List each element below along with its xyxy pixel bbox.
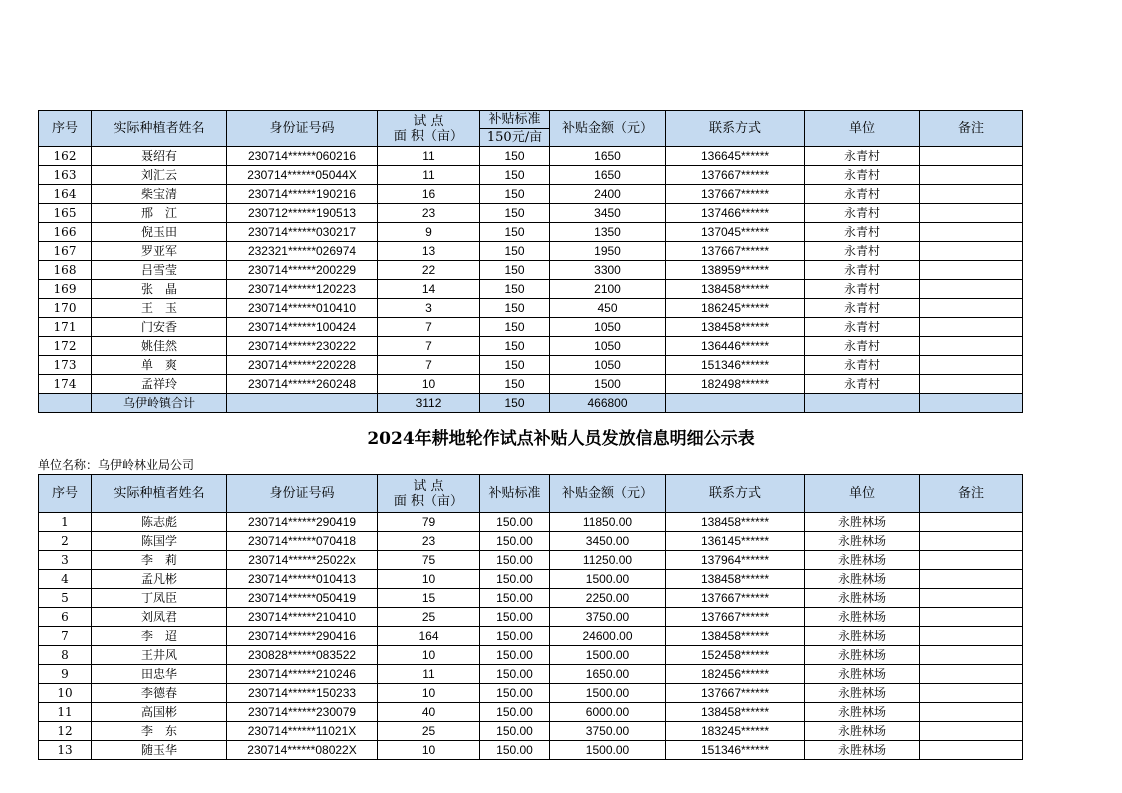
cell-name: 孟凡彬 [92,570,227,589]
cell-unit: 永青村 [805,375,920,394]
cell-phone: 186245****** [666,299,805,318]
cell-unit: 永胜林场 [805,551,920,570]
cell-amount: 1050 [550,318,666,337]
cell-name: 柴宝清 [92,185,227,204]
cell-unit: 永胜林场 [805,608,920,627]
cell-phone: 137466****** [666,204,805,223]
table-row [39,318,1023,337]
cell-seq: 173 [39,356,92,375]
cell-phone: 138458****** [666,703,805,722]
cell-phone: 151346****** [666,741,805,760]
cell-standard: 150.00 [480,570,550,589]
table-row [39,532,1023,551]
page-title: 2024年耕地轮作试点补贴人员发放信息明细公示表 [367,429,755,449]
cell-id: 230714******25022x [227,551,378,570]
cell-unit: 永青村 [805,147,920,166]
cell-unit: 永青村 [805,280,920,299]
cell-note [920,394,1023,413]
cell-unit: 永胜林场 [805,722,920,741]
cell-area: 9 [378,223,480,242]
cell-amount: 466800 [550,394,666,413]
cell-unit: 永青村 [805,261,920,280]
cell-seq: 166 [39,223,92,242]
table-row [39,722,1023,741]
cell-name: 乌伊岭镇合计 [92,394,227,413]
cell-note [920,242,1023,261]
cell-id: 230828******083522 [227,646,378,665]
header-amount: 补贴金额（元） [550,111,666,147]
cell-area: 25 [378,608,480,627]
cell-id: 230714******060216 [227,147,378,166]
unit-name-label: 单位名称：乌伊岭林业局公司 [38,458,195,472]
cell-id: 232321******026974 [227,242,378,261]
header-note: 备注 [920,111,1023,147]
cell-seq: 9 [39,665,92,684]
cell-phone: 136645****** [666,147,805,166]
header-area-line2: 面 积（亩） [393,493,464,509]
cell-seq: 169 [39,280,92,299]
cell-area: 13 [378,242,480,261]
cell-note [920,532,1023,551]
table-row [39,261,1023,280]
cell-phone: 137667****** [666,589,805,608]
cell-unit: 永青村 [805,223,920,242]
table-row [39,684,1023,703]
cell-area: 11 [378,665,480,684]
cell-seq: 4 [39,570,92,589]
table-row [39,703,1023,722]
cell-unit: 永胜林场 [805,627,920,646]
cell-area: 23 [378,204,480,223]
cell-phone: 137964****** [666,551,805,570]
cell-area: 14 [378,280,480,299]
cell-standard: 150.00 [480,513,550,532]
header-seq: 序号 [39,475,92,513]
cell-area: 3 [378,299,480,318]
total-row [39,394,1023,413]
cell-name: 李 莉 [92,551,227,570]
cell-phone: 182498****** [666,375,805,394]
cell-unit: 永青村 [805,356,920,375]
cell-area: 25 [378,722,480,741]
cell-standard: 150.00 [480,722,550,741]
cell-phone: 182456****** [666,665,805,684]
header-standard: 补贴标准 [480,475,550,513]
cell-name: 李 迢 [92,627,227,646]
cell-phone: 137667****** [666,166,805,185]
table-row [39,551,1023,570]
cell-phone: 183245****** [666,722,805,741]
cell-phone: 138458****** [666,570,805,589]
header-name: 实际种植者姓名 [92,111,227,147]
cell-name: 王井风 [92,646,227,665]
header-area [378,111,480,147]
cell-note [920,665,1023,684]
header-seq: 序号 [39,111,92,147]
table-row [39,185,1023,204]
table1-body [39,147,1023,413]
cell-amount: 24600.00 [550,627,666,646]
cell-amount: 1050 [550,337,666,356]
cell-note [920,551,1023,570]
cell-phone [666,394,805,413]
cell-amount: 1500.00 [550,570,666,589]
cell-amount: 11250.00 [550,551,666,570]
cell-id: 230714******290419 [227,513,378,532]
table-row [39,627,1023,646]
cell-amount: 1500.00 [550,741,666,760]
cell-seq [39,394,92,413]
cell-note [920,261,1023,280]
table-row [39,356,1023,375]
cell-name: 孟祥玲 [92,375,227,394]
cell-phone: 138458****** [666,280,805,299]
cell-phone: 152458****** [666,646,805,665]
cell-amount: 1350 [550,223,666,242]
cell-id: 230714******030217 [227,223,378,242]
header-contact: 联系方式 [666,475,805,513]
cell-amount: 2250.00 [550,589,666,608]
cell-standard: 150 [480,337,550,356]
cell-area: 10 [378,684,480,703]
cell-seq: 163 [39,166,92,185]
cell-id: 230714******100424 [227,318,378,337]
header-id: 身份证号码 [227,111,378,147]
cell-unit: 永胜林场 [805,532,920,551]
cell-phone: 138458****** [666,318,805,337]
cell-unit: 永胜林场 [805,741,920,760]
cell-note [920,166,1023,185]
cell-id: 230714******08022X [227,741,378,760]
cell-unit: 永胜林场 [805,646,920,665]
cell-area: 7 [378,337,480,356]
cell-standard: 150 [480,375,550,394]
table-row [39,608,1023,627]
cell-unit: 永胜林场 [805,703,920,722]
cell-area: 3112 [378,394,480,413]
cell-phone: 136145****** [666,532,805,551]
cell-note [920,299,1023,318]
cell-unit: 永胜林场 [805,570,920,589]
cell-id: 230714******120223 [227,280,378,299]
cell-name: 李 东 [92,722,227,741]
cell-name: 陈国学 [92,532,227,551]
cell-id: 230712******190513 [227,204,378,223]
cell-amount: 6000.00 [550,703,666,722]
cell-note [920,337,1023,356]
cell-amount: 1950 [550,242,666,261]
cell-phone: 138458****** [666,627,805,646]
cell-area: 164 [378,627,480,646]
cell-area: 79 [378,513,480,532]
cell-area: 7 [378,356,480,375]
header-unit: 单位 [805,475,920,513]
cell-seq: 162 [39,147,92,166]
cell-amount: 3750.00 [550,608,666,627]
cell-standard: 150.00 [480,646,550,665]
cell-name: 田忠华 [92,665,227,684]
cell-note [920,684,1023,703]
cell-note [920,570,1023,589]
cell-seq: 174 [39,375,92,394]
cell-area: 16 [378,185,480,204]
cell-id: 230714******11021X [227,722,378,741]
cell-id: 230714******010413 [227,570,378,589]
cell-name: 罗亚军 [92,242,227,261]
table-row [39,665,1023,684]
cell-area: 75 [378,551,480,570]
cell-id: 230714******230079 [227,703,378,722]
subsidy-table-continued [38,110,1023,413]
cell-amount: 1050 [550,356,666,375]
cell-name: 姚佳然 [92,337,227,356]
header-contact: 联系方式 [666,111,805,147]
table-row [39,204,1023,223]
table-row [39,299,1023,318]
cell-note [920,185,1023,204]
cell-note [920,204,1023,223]
cell-id [227,394,378,413]
cell-amount: 3450 [550,204,666,223]
cell-seq: 5 [39,589,92,608]
cell-note [920,318,1023,337]
cell-amount: 3750.00 [550,722,666,741]
cell-note [920,223,1023,242]
cell-area: 10 [378,646,480,665]
cell-area: 10 [378,375,480,394]
cell-area: 10 [378,570,480,589]
cell-seq: 167 [39,242,92,261]
table-row [39,375,1023,394]
table-row [39,589,1023,608]
cell-note [920,513,1023,532]
cell-phone: 151346****** [666,356,805,375]
cell-name: 丁凤臣 [92,589,227,608]
cell-phone: 137667****** [666,185,805,204]
cell-standard: 150.00 [480,684,550,703]
cell-seq: 6 [39,608,92,627]
cell-note [920,741,1023,760]
cell-seq: 10 [39,684,92,703]
cell-unit [805,394,920,413]
cell-unit: 永青村 [805,242,920,261]
cell-seq: 1 [39,513,92,532]
cell-unit: 永青村 [805,299,920,318]
cell-amount: 1500.00 [550,646,666,665]
cell-seq: 7 [39,627,92,646]
header-id: 身份证号码 [227,475,378,513]
cell-seq: 3 [39,551,92,570]
cell-name: 聂绍有 [92,147,227,166]
cell-name: 倪玉田 [92,223,227,242]
cell-amount: 1650 [550,147,666,166]
cell-name: 张 晶 [92,280,227,299]
table-row [39,242,1023,261]
cell-area: 7 [378,318,480,337]
cell-amount: 450 [550,299,666,318]
cell-amount: 1650 [550,166,666,185]
table-row [39,646,1023,665]
cell-standard: 150.00 [480,608,550,627]
cell-id: 230714******190216 [227,185,378,204]
header-area-line1: 试 点 [413,113,444,129]
table-row [39,280,1023,299]
cell-unit: 永胜林场 [805,684,920,703]
cell-seq: 168 [39,261,92,280]
cell-id: 230714******05044X [227,166,378,185]
cell-amount: 2400 [550,185,666,204]
header-standard: 补贴标准 [480,111,550,129]
cell-seq: 172 [39,337,92,356]
table-row [39,513,1023,532]
cell-seq: 13 [39,741,92,760]
cell-standard: 150.00 [480,589,550,608]
cell-standard: 150.00 [480,551,550,570]
cell-id: 230714******010410 [227,299,378,318]
cell-amount: 1500 [550,375,666,394]
cell-amount: 1500.00 [550,684,666,703]
header-name: 实际种植者姓名 [92,475,227,513]
cell-unit: 永青村 [805,204,920,223]
cell-note [920,280,1023,299]
cell-note [920,589,1023,608]
header-unit: 单位 [805,111,920,147]
cell-note [920,608,1023,627]
header-standard-sub: 150元/亩 [480,129,550,147]
table-row [39,223,1023,242]
cell-area: 10 [378,741,480,760]
cell-unit: 永胜林场 [805,665,920,684]
cell-unit: 永青村 [805,185,920,204]
cell-standard: 150 [480,147,550,166]
cell-id: 230714******150233 [227,684,378,703]
header-area-line1: 试 点 [413,478,444,494]
cell-seq: 8 [39,646,92,665]
cell-standard: 150.00 [480,532,550,551]
cell-id: 230714******260248 [227,375,378,394]
cell-note [920,375,1023,394]
cell-id: 230714******050419 [227,589,378,608]
cell-phone: 138959****** [666,261,805,280]
cell-standard: 150.00 [480,703,550,722]
table-row [39,147,1023,166]
cell-name: 吕雪莹 [92,261,227,280]
cell-name: 随玉华 [92,741,227,760]
cell-area: 40 [378,703,480,722]
cell-standard: 150 [480,394,550,413]
cell-phone: 137667****** [666,242,805,261]
table-row [39,337,1023,356]
cell-id: 230714******220228 [227,356,378,375]
cell-id: 230714******230222 [227,337,378,356]
cell-unit: 永青村 [805,318,920,337]
cell-note [920,703,1023,722]
cell-standard: 150 [480,318,550,337]
cell-standard: 150 [480,242,550,261]
cell-standard: 150.00 [480,627,550,646]
cell-name: 邢 江 [92,204,227,223]
subsidy-table-forestry [38,474,1023,760]
cell-standard: 150 [480,204,550,223]
cell-area: 15 [378,589,480,608]
cell-standard: 150 [480,356,550,375]
cell-amount: 3300 [550,261,666,280]
cell-unit: 永青村 [805,337,920,356]
cell-phone: 137667****** [666,608,805,627]
table-row [39,570,1023,589]
cell-amount: 3450.00 [550,532,666,551]
cell-note [920,646,1023,665]
cell-name: 刘汇云 [92,166,227,185]
cell-name: 王 玉 [92,299,227,318]
cell-note [920,356,1023,375]
cell-unit: 永胜林场 [805,513,920,532]
cell-standard: 150.00 [480,665,550,684]
cell-id: 230714******210410 [227,608,378,627]
cell-note [920,627,1023,646]
table2-body [39,513,1023,760]
cell-id: 230714******070418 [227,532,378,551]
header-area-line2: 面 积（亩） [393,128,464,144]
cell-seq: 165 [39,204,92,223]
cell-standard: 150.00 [480,741,550,760]
header-area [378,475,480,513]
cell-id: 230714******200229 [227,261,378,280]
cell-standard: 150 [480,185,550,204]
cell-seq: 11 [39,703,92,722]
cell-name: 门安香 [92,318,227,337]
cell-area: 23 [378,532,480,551]
table-row [39,741,1023,760]
cell-amount: 2100 [550,280,666,299]
cell-note [920,722,1023,741]
cell-amount: 1650.00 [550,665,666,684]
cell-area: 22 [378,261,480,280]
header-amount: 补贴金额（元） [550,475,666,513]
cell-unit: 永青村 [805,166,920,185]
cell-phone: 137667****** [666,684,805,703]
table-row [39,166,1023,185]
cell-unit: 永胜林场 [805,589,920,608]
cell-phone: 136446****** [666,337,805,356]
cell-id: 230714******210246 [227,665,378,684]
cell-standard: 150 [480,299,550,318]
cell-name: 陈志彪 [92,513,227,532]
cell-amount: 11850.00 [550,513,666,532]
cell-phone: 138458****** [666,513,805,532]
header-note: 备注 [920,475,1023,513]
cell-area: 11 [378,166,480,185]
cell-id: 230714******290416 [227,627,378,646]
cell-seq: 12 [39,722,92,741]
cell-name: 单 爽 [92,356,227,375]
cell-name: 高国彬 [92,703,227,722]
cell-phone: 137045****** [666,223,805,242]
cell-standard: 150 [480,280,550,299]
cell-standard: 150 [480,223,550,242]
cell-seq: 164 [39,185,92,204]
cell-standard: 150 [480,166,550,185]
cell-seq: 171 [39,318,92,337]
cell-name: 刘凤君 [92,608,227,627]
cell-note [920,147,1023,166]
cell-area: 11 [378,147,480,166]
cell-standard: 150 [480,261,550,280]
cell-name: 李德春 [92,684,227,703]
cell-seq: 2 [39,532,92,551]
cell-seq: 170 [39,299,92,318]
